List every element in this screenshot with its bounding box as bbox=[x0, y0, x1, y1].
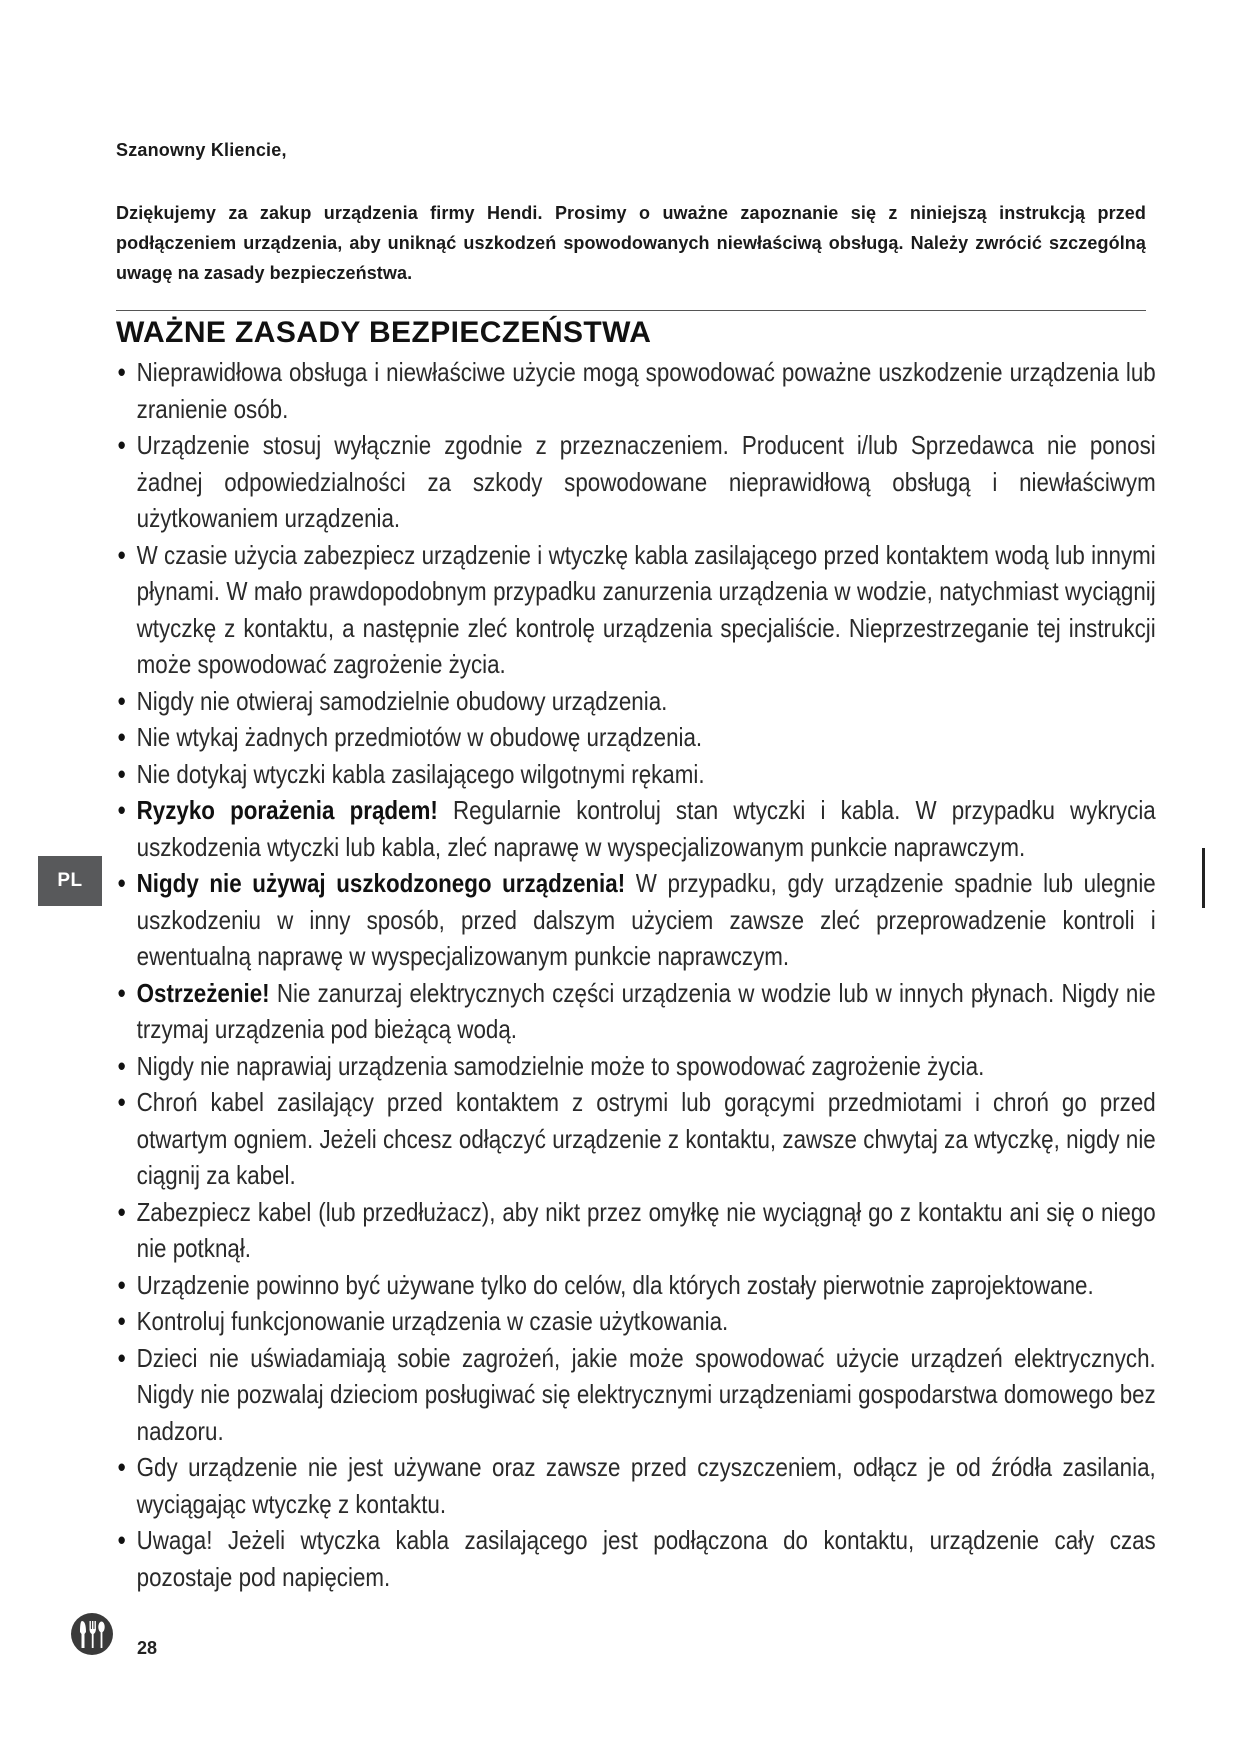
greeting: Szanowny Kliencie, bbox=[116, 140, 287, 160]
rule-lead: Ostrzeżenie! bbox=[136, 977, 270, 1008]
safety-rule bbox=[116, 683, 1156, 720]
safety-rule bbox=[116, 1267, 1156, 1304]
safety-rule bbox=[116, 792, 1156, 865]
safety-rule bbox=[116, 719, 1156, 756]
rule-lead: Ryzyko porażenia prądem! bbox=[136, 795, 438, 825]
rule-text: Uwaga! Jeżeli wtyczka kabla zasilającego jest podłączona do kontaktu, urządzenie cały czas pozostaje pod napięciem. bbox=[136, 1525, 1156, 1592]
rule-text: Kontroluj funkcjonowanie urządzenia w czasie użytkowania. bbox=[136, 1306, 729, 1336]
safety-rule bbox=[116, 354, 1156, 427]
margin-marker bbox=[1202, 848, 1205, 908]
rule-text: Nigdy nie naprawiaj urządzenia samodzielnie może to spowodować zagrożenie życia. bbox=[136, 1050, 985, 1081]
rule-text: Nie zanurzaj elektrycznych części urządzenia w wodzie lub w innych płynach. Nigdy nie trzymaj urządzenia pod bieżącą wodą. bbox=[136, 977, 1156, 1044]
safety-rules-list bbox=[116, 354, 1156, 1595]
rule-text: Nie dotykaj wtyczki kabla zasilającego wilgotnymi rękami. bbox=[136, 758, 705, 789]
safety-rule bbox=[116, 1340, 1156, 1450]
section-title: WAŻNE ZASADY BEZPIECZEŃSTWA bbox=[116, 316, 652, 349]
safety-rule bbox=[116, 1048, 1156, 1085]
rule-text: W przypadku, gdy urządzenie spadnie lub ulegnie uszkodzeniu w inny sposób, przed dalszym użyciem zawsze zleć przeprowadzenie kontroli i ewentualną naprawę w wyspecjalizowanym punkcie naprawczym. bbox=[136, 868, 1156, 971]
rule-text: Nigdy nie otwieraj samodzielnie obudowy urządzenia. bbox=[136, 685, 668, 716]
safety-rule bbox=[116, 1522, 1156, 1595]
safety-rule bbox=[116, 756, 1156, 793]
rule-text: Chroń kabel zasilający przed kontaktem z ostrymi lub gorącymi przedmiotami i chroń go przed otwartym ogniem. Jeżeli chcesz odłączyć urządzenie z kontaktu, zawsze chwytaj za wtyczkę, nigdy nie ciągnij za kabel. bbox=[136, 1087, 1156, 1190]
rule-text: Urządzenie stosuj wyłącznie zgodnie z przeznaczeniem. Producent i/lub Sprzedawca nie ponosi żadnej odpowiedzialności za szkody spowodowane nieprawidłową obsługą i niewłaściwym użytkowaniem urządzenia. bbox=[136, 430, 1156, 533]
rule-text: Zabezpiecz kabel (lub przedłużacz), aby nikt przez omyłkę nie wyciągnął go z kontaktu ani się o niego nie potknął. bbox=[136, 1196, 1156, 1263]
rule-text: W czasie użycia zabezpiecz urządzenie i wtyczkę kabla zasilającego przed kontaktem wodą lub innymi płynami. W mało prawdopodobnym przypadku zanurzenia urządzenia w wodzie, natychmiast wyciągnij wtyczkę z kontaktu, a następnie zleć kontrolę urządzenia specjaliście. Nieprzestrzeganie tej instrukcji może spowodować zagrożenie życia. bbox=[136, 539, 1156, 679]
language-tab: PL bbox=[38, 856, 102, 906]
safety-rule bbox=[116, 427, 1156, 537]
cutlery-logo-icon bbox=[70, 1612, 114, 1656]
safety-rule bbox=[116, 537, 1156, 683]
safety-rule bbox=[116, 1194, 1156, 1267]
rule-text: Dzieci nie uświadamiają sobie zagrożeń, jakie może spowodować użycie urządzeń elektrycznych. Nigdy nie pozwalaj dzieciom posługiwać się elektrycznymi urządzeniami gospodarstwa domowego bez nadzoru. bbox=[136, 1342, 1156, 1446]
divider bbox=[116, 310, 1146, 311]
rule-text: Regularnie kontroluj stan wtyczki i kabla. W przypadku wykrycia uszkodzenia wtyczki lub kabla, zleć naprawę w wyspecjalizowanym punkcie naprawczym. bbox=[136, 795, 1156, 862]
safety-rule bbox=[116, 975, 1156, 1048]
rule-lead: Nigdy nie używaj uszkodzonego urządzenia! bbox=[136, 868, 626, 898]
intro-paragraph: Dziękujemy za zakup urządzenia firmy Hendi. Prosimy o uważne zapoznanie się z niniejszą instrukcją przed podłączeniem urządzenia, aby uniknąć uszkodzeń spowodowanych niewłaściwą obsługą. Należy zwrócić szczególną uwagę na zasady bezpieczeństwa. bbox=[116, 203, 1146, 283]
page-number: 28 bbox=[137, 1638, 158, 1658]
rule-text: Nie wtykaj żadnych przedmiotów w obudowę urządzenia. bbox=[136, 722, 703, 752]
safety-rule bbox=[116, 1084, 1156, 1194]
safety-rule bbox=[116, 1303, 1156, 1340]
safety-rule bbox=[116, 865, 1156, 975]
rule-text: Nieprawidłowa obsługa i niewłaściwe użycie mogą spowodować poważne uszkodzenie urządzenia lub zranienie osób. bbox=[136, 357, 1156, 424]
rule-text: Urządzenie powinno być używane tylko do celów, dla których zostały pierwotnie zaprojektowane. bbox=[136, 1269, 1094, 1300]
rule-text: Gdy urządzenie nie jest używane oraz zawsze przed czyszczeniem, odłącz je od źródła zasilania, wyciągając wtyczkę z kontaktu. bbox=[136, 1452, 1156, 1519]
safety-rule bbox=[116, 1449, 1156, 1522]
